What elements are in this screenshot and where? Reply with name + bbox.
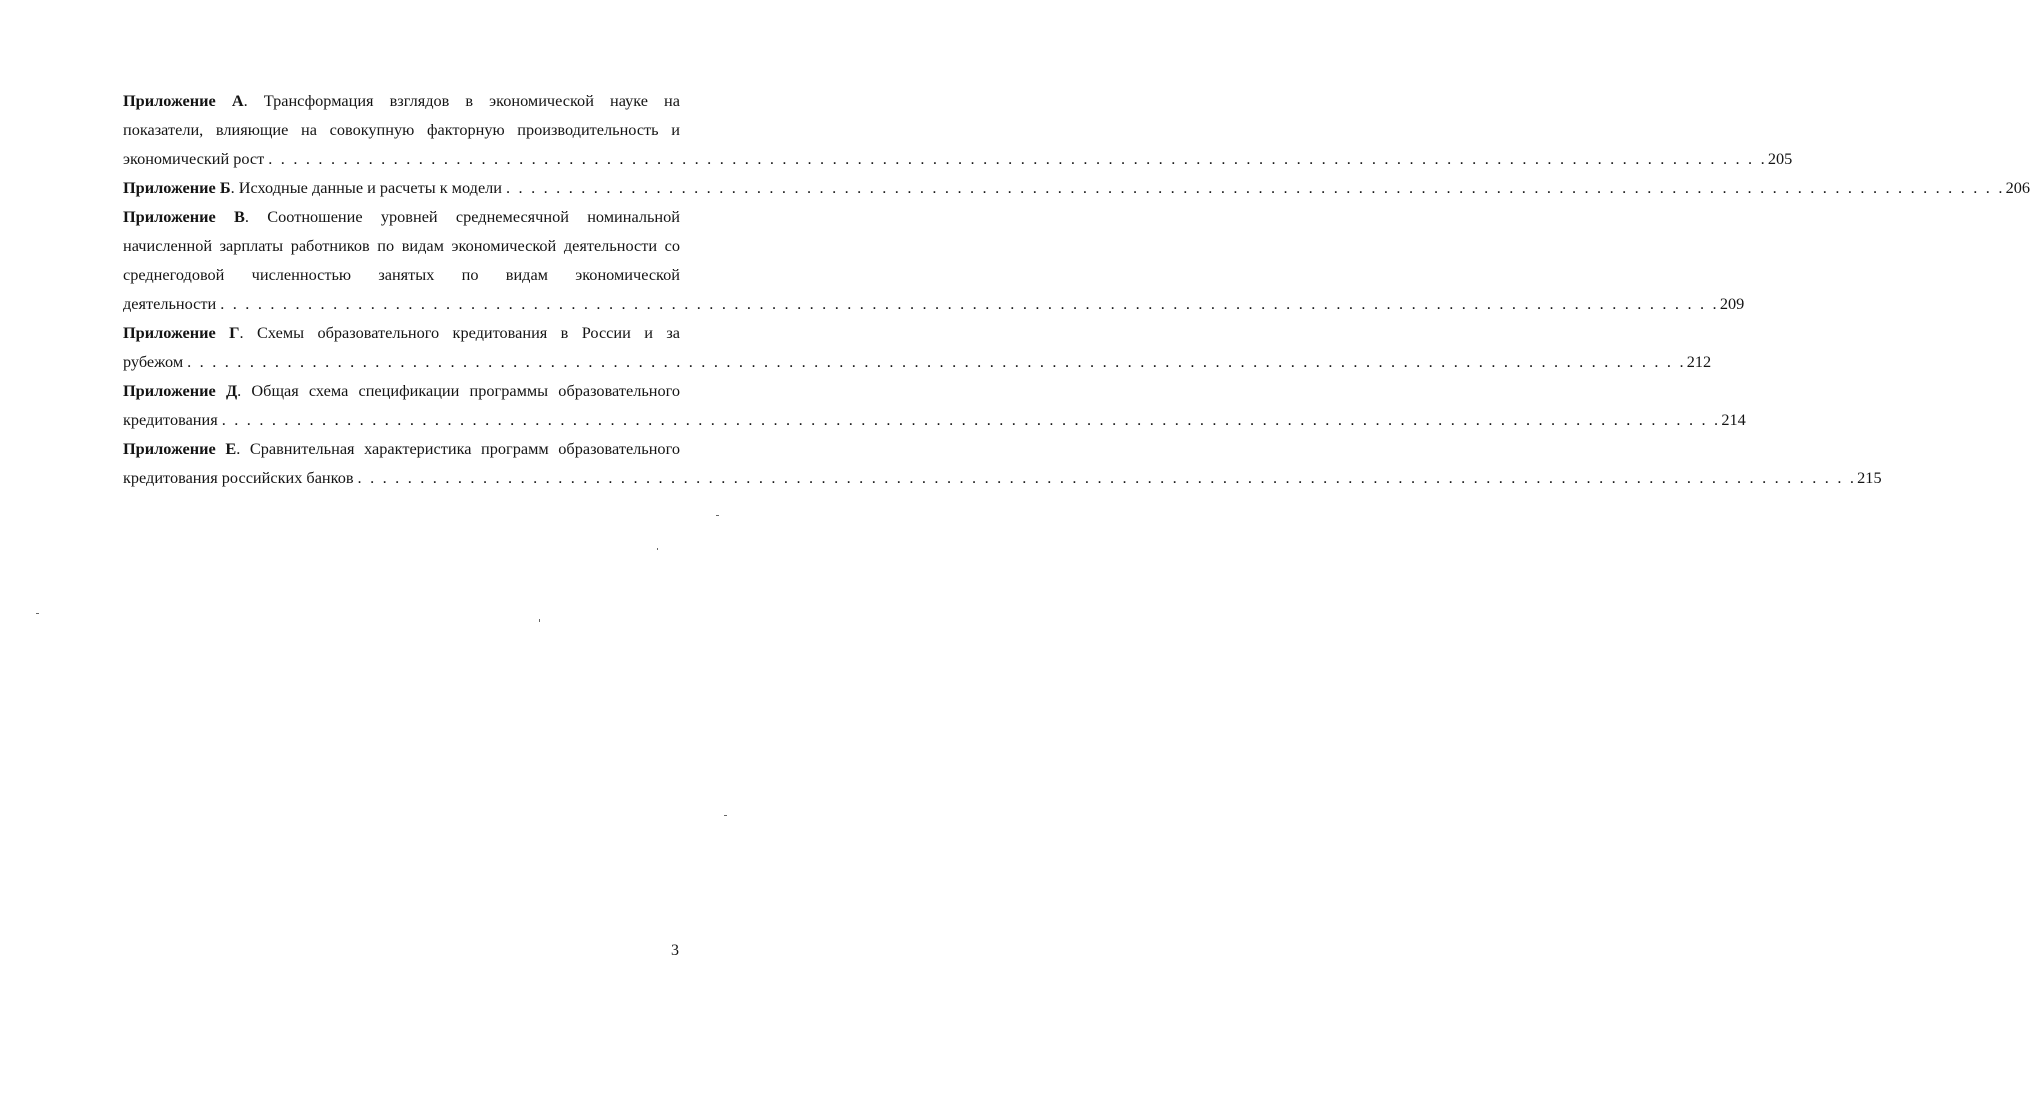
toc-entry-e-page: 215	[1857, 468, 1882, 487]
toc-entry-d-line-2	[123, 405, 1746, 434]
toc-entry-a-title-part-1: . Трансформация взглядов в экономической науке на	[243, 91, 680, 110]
toc-entry-v-label: Приложение В	[123, 207, 245, 226]
toc-entry-a-page: 205	[1767, 149, 1793, 168]
toc-entry-d-label: Приложение Д	[123, 381, 238, 400]
toc-entry-g-leader: . . . . . . . . . . . . . . . . . . . . . . . . . . . . . . . . . . . . . . . . . . . . . . . . . . . . . . . . . . . . . . . . . . . . . . . . . . . . . . . . . . . . . . . . . . . . . . . . . . . . . . . . . . . . . . . . . . . . . . . .	[187, 352, 1686, 371]
toc-entry-v-line-2	[123, 231, 680, 260]
toc-entry-d-page: 214	[1721, 410, 1746, 429]
toc-entry-e-leader: . . . . . . . . . . . . . . . . . . . . . . . . . . . . . . . . . . . . . . . . . . . . . . . . . . . . . . . . . . . . . . . . . . . . . . . . . . . . . . . . . . . . . . . . . . . . . . . . . . . . . . . . . . . . . . . . . . . . . . . .	[357, 468, 1857, 487]
toc-entry-v-line-1	[123, 202, 680, 231]
table-of-contents	[123, 86, 2030, 492]
toc-entry-g-title-part-1: . Схемы образовательного кредитования в России и за	[239, 323, 680, 342]
page-number: 3	[671, 942, 679, 959]
toc-entry-d-leader: . . . . . . . . . . . . . . . . . . . . . . . . . . . . . . . . . . . . . . . . . . . . . . . . . . . . . . . . . . . . . . . . . . . . . . . . . . . . . . . . . . . . . . . . . . . . . . . . . . . . . . . . . . . . . . . . . . . . . . . .	[221, 410, 1721, 429]
toc-entry-b-line-1	[123, 173, 2030, 202]
toc-entry-e-label: Приложение Е	[123, 439, 237, 458]
scan-speck	[657, 548, 658, 550]
toc-entry-d-title-part-1: . Общая схема спецификации программы образовательного	[237, 381, 681, 400]
toc-entry-v-line-4	[123, 289, 1745, 318]
toc-entry-a-title-end: экономический рост	[123, 149, 265, 168]
toc-entry-a-line-2	[123, 115, 680, 144]
toc-entry-b-leader: . . . . . . . . . . . . . . . . . . . . . . . . . . . . . . . . . . . . . . . . . . . . . . . . . . . . . . . . . . . . . . . . . . . . . . . . . . . . . . . . . . . . . . . . . . . . . . . . . . . . . . . . . . . . . . . . . . . . . . . .	[506, 178, 2005, 197]
toc-entry-a-leader: . . . . . . . . . . . . . . . . . . . . . . . . . . . . . . . . . . . . . . . . . . . . . . . . . . . . . . . . . . . . . . . . . . . . . . . . . . . . . . . . . . . . . . . . . . . . . . . . . . . . . . . . . . . . . . . . . . . . . . . .	[268, 149, 1767, 168]
toc-entry-g-title-end: рубежом	[123, 352, 184, 371]
toc-entry-v-title-part-2: начисленной зарплаты работников по видам экономической деятельности со	[123, 236, 680, 255]
toc-entry-v-line-3	[123, 260, 680, 289]
toc-entry-v-title-part-3: среднегодовой численностью занятых по видам экономической	[123, 265, 680, 284]
toc-entry-a-line-1	[123, 86, 680, 115]
toc-entry-a-line-3	[123, 144, 1793, 173]
toc-entry-a-title-part-2: показатели, влияющие на совокупную факторную производительность и	[123, 120, 680, 139]
toc-entry-d-title-end: кредитования	[123, 410, 218, 429]
scan-speck	[724, 815, 727, 816]
toc-entry-a-label: Приложение А	[123, 91, 244, 110]
toc-entry-g-page: 212	[1686, 352, 1712, 371]
toc-entry-e-line-1	[123, 434, 680, 463]
toc-entry-e-title-part-1: . Сравнительная характеристика программ образовательного	[236, 439, 680, 458]
scan-speck	[36, 613, 39, 614]
scan-speck	[716, 515, 719, 516]
toc-entry-v-page: 209	[1719, 294, 1745, 313]
toc-entry-b-title: . Исходные данные и расчеты к модели	[230, 178, 503, 197]
scan-speck	[539, 619, 540, 622]
toc-entry-g-label: Приложение Г	[123, 323, 240, 342]
toc-entry-e-title-end: кредитования российских банков	[123, 468, 354, 487]
toc-entry-g-line-1	[123, 318, 680, 347]
toc-entry-g-line-2	[123, 347, 1712, 376]
toc-entry-d-line-1	[123, 376, 680, 405]
toc-entry-v-title-part-1: . Соотношение уровней среднемесячной номинальной	[244, 207, 680, 226]
toc-entry-v-title-end: деятельности	[123, 294, 217, 313]
toc-entry-e-line-2	[123, 463, 1882, 492]
toc-entry-v-leader: . . . . . . . . . . . . . . . . . . . . . . . . . . . . . . . . . . . . . . . . . . . . . . . . . . . . . . . . . . . . . . . . . . . . . . . . . . . . . . . . . . . . . . . . . . . . . . . . . . . . . . . . . . . . . . . . . . . . . . . .	[220, 294, 1719, 313]
toc-entry-b-page: 206	[2005, 178, 2030, 197]
toc-entry-b-label: Приложение Б	[123, 178, 231, 197]
